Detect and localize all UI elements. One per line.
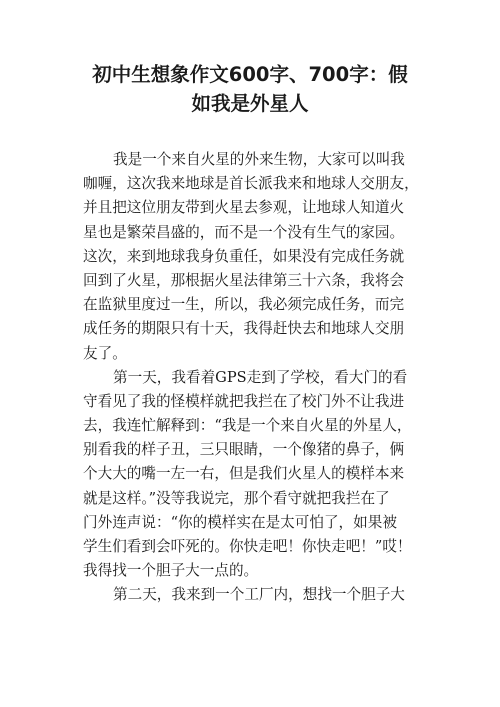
document-body bbox=[83, 148, 423, 608]
text-line: 学生们看到会吓死的。你快走吧！你快走吧！”哎！ bbox=[83, 538, 412, 555]
text-line: 就是这样。”没等我说完，那个看守就把我拦在了 bbox=[83, 489, 390, 507]
text-line: 并且把这位朋友带到火星去参观，让地球人知道火 bbox=[83, 199, 405, 217]
title-line-2: 如我是外星人 bbox=[191, 92, 309, 115]
text-line: 咖喱，这次我来地球是首长派我来和地球人交朋友， bbox=[83, 175, 419, 193]
text-line: 回到了火星，那根据火星法律第三十六条，我将会 bbox=[83, 271, 405, 289]
text-line: 第一天，我看着GPS走到了学校，看大门的看 bbox=[113, 368, 408, 386]
text-line: 个大大的嘴一左一右，但是我们火星人的模样本来 bbox=[83, 465, 405, 483]
text-line: 这次，来到地球我身负重任，如果没有完成任务就 bbox=[83, 247, 405, 265]
text-line: 在监狱里度过一生，所以，我必须完成任务，而完 bbox=[83, 296, 405, 314]
text-line: 门外连声说：“你的模样实在是太可怕了，如果被 bbox=[83, 513, 397, 531]
text-line: 我得找一个胆子大一点的。 bbox=[83, 562, 259, 580]
text-line: 我是一个来自火星的外来生物，大家可以叫我 bbox=[113, 151, 405, 168]
text-line: 守看见了我的怪模样就把我拦在了校门外不让我进 bbox=[83, 392, 405, 410]
text-line: 第二天，我来到一个工厂内，想找一个胆子大 bbox=[113, 586, 405, 604]
paragraph-2 bbox=[83, 366, 423, 584]
paragraph-1 bbox=[83, 148, 423, 366]
text-line: 友了。 bbox=[83, 344, 127, 362]
document-title bbox=[60, 60, 440, 118]
text-line: 成任务的期限只有十天，我得赶快去和地球人交朋 bbox=[83, 320, 405, 338]
text-line: 星也是繁荣昌盛的，而不是一个没有生气的家园。 bbox=[83, 223, 405, 241]
title-line-1: 初中生想象作文600字、700字：假 bbox=[92, 63, 408, 86]
paragraph-3 bbox=[83, 583, 423, 607]
text-line: 去，我连忙解释到：“我是一个来自火星的外星人， bbox=[83, 417, 412, 435]
text-line: 别看我的样子丑，三只眼睛，一个像猪的鼻子，俩 bbox=[83, 441, 405, 459]
